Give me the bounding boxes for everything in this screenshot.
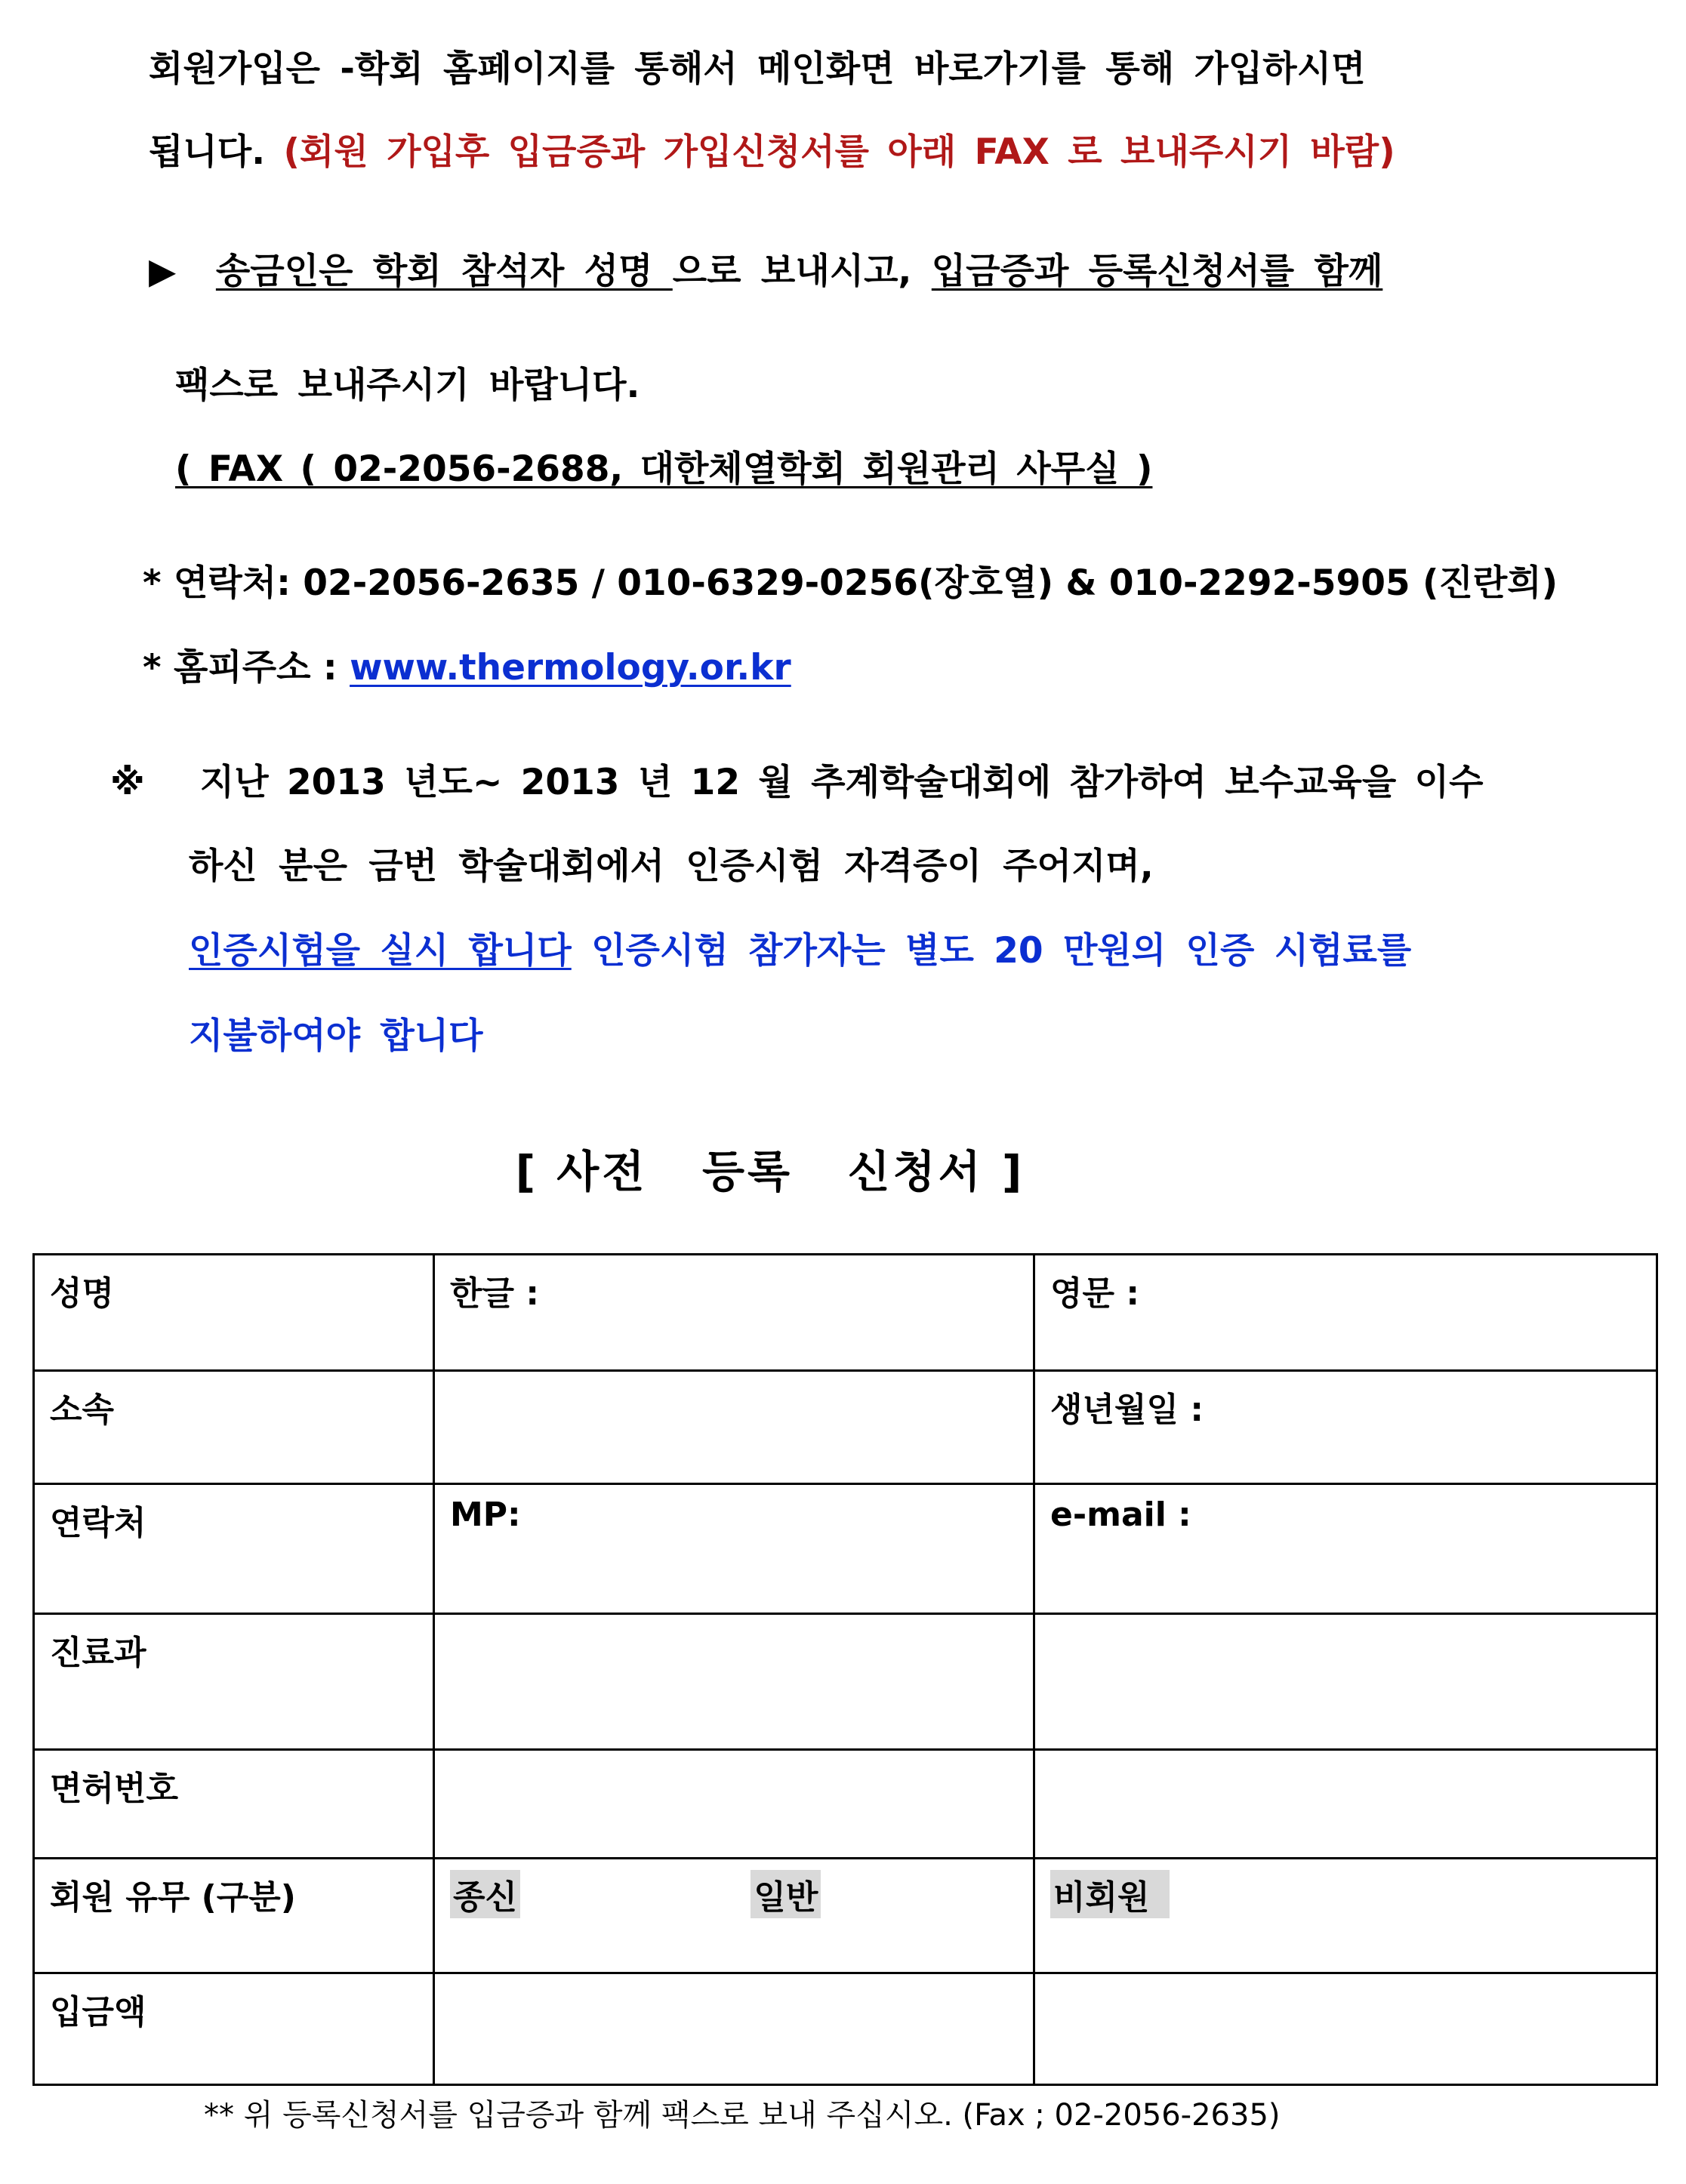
birthdate-field[interactable]: 생년월일 :: [1034, 1371, 1657, 1484]
name-korean-field[interactable]: 한글 :: [434, 1255, 1034, 1371]
homepage-line: [143, 645, 791, 691]
contact-label: 연락처: [34, 1484, 434, 1614]
registration-form-table: [32, 1253, 1658, 2086]
fax-line: ( FAX ( 02-2056-2688, 대한체열학회 회원관리 사무실 ): [175, 448, 1153, 490]
remit-line-1: [149, 249, 1382, 294]
table-row: [34, 1973, 1657, 2085]
contact-phone-line: * 연락처: 02-2056-2635 / 010-6329-0256(장호열) & 010-2292-5905 (진란희): [143, 562, 1558, 604]
homepage-link[interactable]: www.thermology.or.kr: [350, 647, 791, 688]
membership-option-lifetime[interactable]: 종신: [450, 1870, 520, 1918]
intro-line-2-red-text: (회원 가입후 입금증과 가입신청서를 아래 FAX 로 보내주시기 바람): [283, 131, 1395, 173]
email-field[interactable]: e-mail :: [1034, 1484, 1657, 1614]
remit-part-2: 으로 보내시고,: [672, 251, 932, 292]
license-number-field[interactable]: [434, 1750, 1034, 1859]
license-number-label: 면허번호: [34, 1750, 434, 1859]
footer-note: ** 위 등록신청서를 입금증과 함께 팩스로 보내 주십시오. (Fax ; 02-2056-2635): [204, 2098, 1281, 2133]
intro-line-2-text: 됩니다.: [149, 131, 284, 173]
payment-amount-label: 입금액: [34, 1973, 434, 2085]
payment-amount-extra-field[interactable]: [1034, 1973, 1657, 2085]
membership-nonmember-cell: [1034, 1859, 1657, 1973]
notice-line-1: [110, 760, 1483, 806]
department-extra-field[interactable]: [1034, 1614, 1657, 1750]
reference-mark-icon: ※: [110, 762, 145, 803]
homepage-label: * 홈피주소 :: [143, 647, 350, 688]
table-row: [34, 1484, 1657, 1614]
form-title: [ 사전 등록 신청서 ]: [515, 1146, 1025, 1197]
membership-option-regular[interactable]: 일반: [751, 1870, 821, 1918]
intro-line-2: [149, 130, 1395, 175]
affiliation-label: 소속: [34, 1371, 434, 1484]
license-number-extra-field[interactable]: [1034, 1750, 1657, 1859]
table-row: [34, 1859, 1657, 1973]
table-row: [34, 1371, 1657, 1484]
notice-line-3-underlined: 인증시험을 실시 합니다: [189, 930, 572, 972]
department-label: 진료과: [34, 1614, 434, 1750]
mobile-phone-field[interactable]: MP:: [434, 1484, 1034, 1614]
notice-line-1-text: 지난 2013 년도~ 2013 년 12 월 추계학술대회에 참가하여 보수교육을 이수: [199, 762, 1484, 803]
membership-options-cell: [434, 1859, 1034, 1973]
table-row: [34, 1614, 1657, 1750]
payment-amount-field[interactable]: [434, 1973, 1034, 2085]
notice-line-4: 지불하여야 합니다: [189, 1015, 483, 1057]
table-row: [34, 1750, 1657, 1859]
remit-part-1: 송금인은 학회 참석자 성명: [215, 251, 673, 292]
triangle-bullet-icon: ▶: [149, 251, 177, 292]
membership-option-nonmember[interactable]: 비회원: [1050, 1870, 1170, 1918]
department-field[interactable]: [434, 1614, 1034, 1750]
membership-label: 회원 유무 (구분): [34, 1859, 434, 1973]
notice-line-3-rest: 인증시험 참가자는 별도 20 만원의 인증 시험료를: [571, 930, 1412, 972]
intro-line-1: 회원가입은 -학회 홈페이지를 통해서 메인화면 바로가기를 통해 가입하시면: [149, 48, 1366, 90]
notice-line-2: 하신 분은 금번 학술대회에서 인증시험 자격증이 주어지며,: [189, 846, 1154, 887]
remit-part-3: 입금증과 등록신청서를 함께: [931, 251, 1383, 292]
name-english-field[interactable]: 영문 :: [1034, 1255, 1657, 1371]
name-label: 성명: [34, 1255, 434, 1371]
notice-line-3: [189, 929, 1411, 974]
remit-line-2: 팩스로 보내주시기 바랍니다.: [175, 365, 640, 406]
table-row: [34, 1255, 1657, 1371]
affiliation-field[interactable]: [434, 1371, 1034, 1484]
